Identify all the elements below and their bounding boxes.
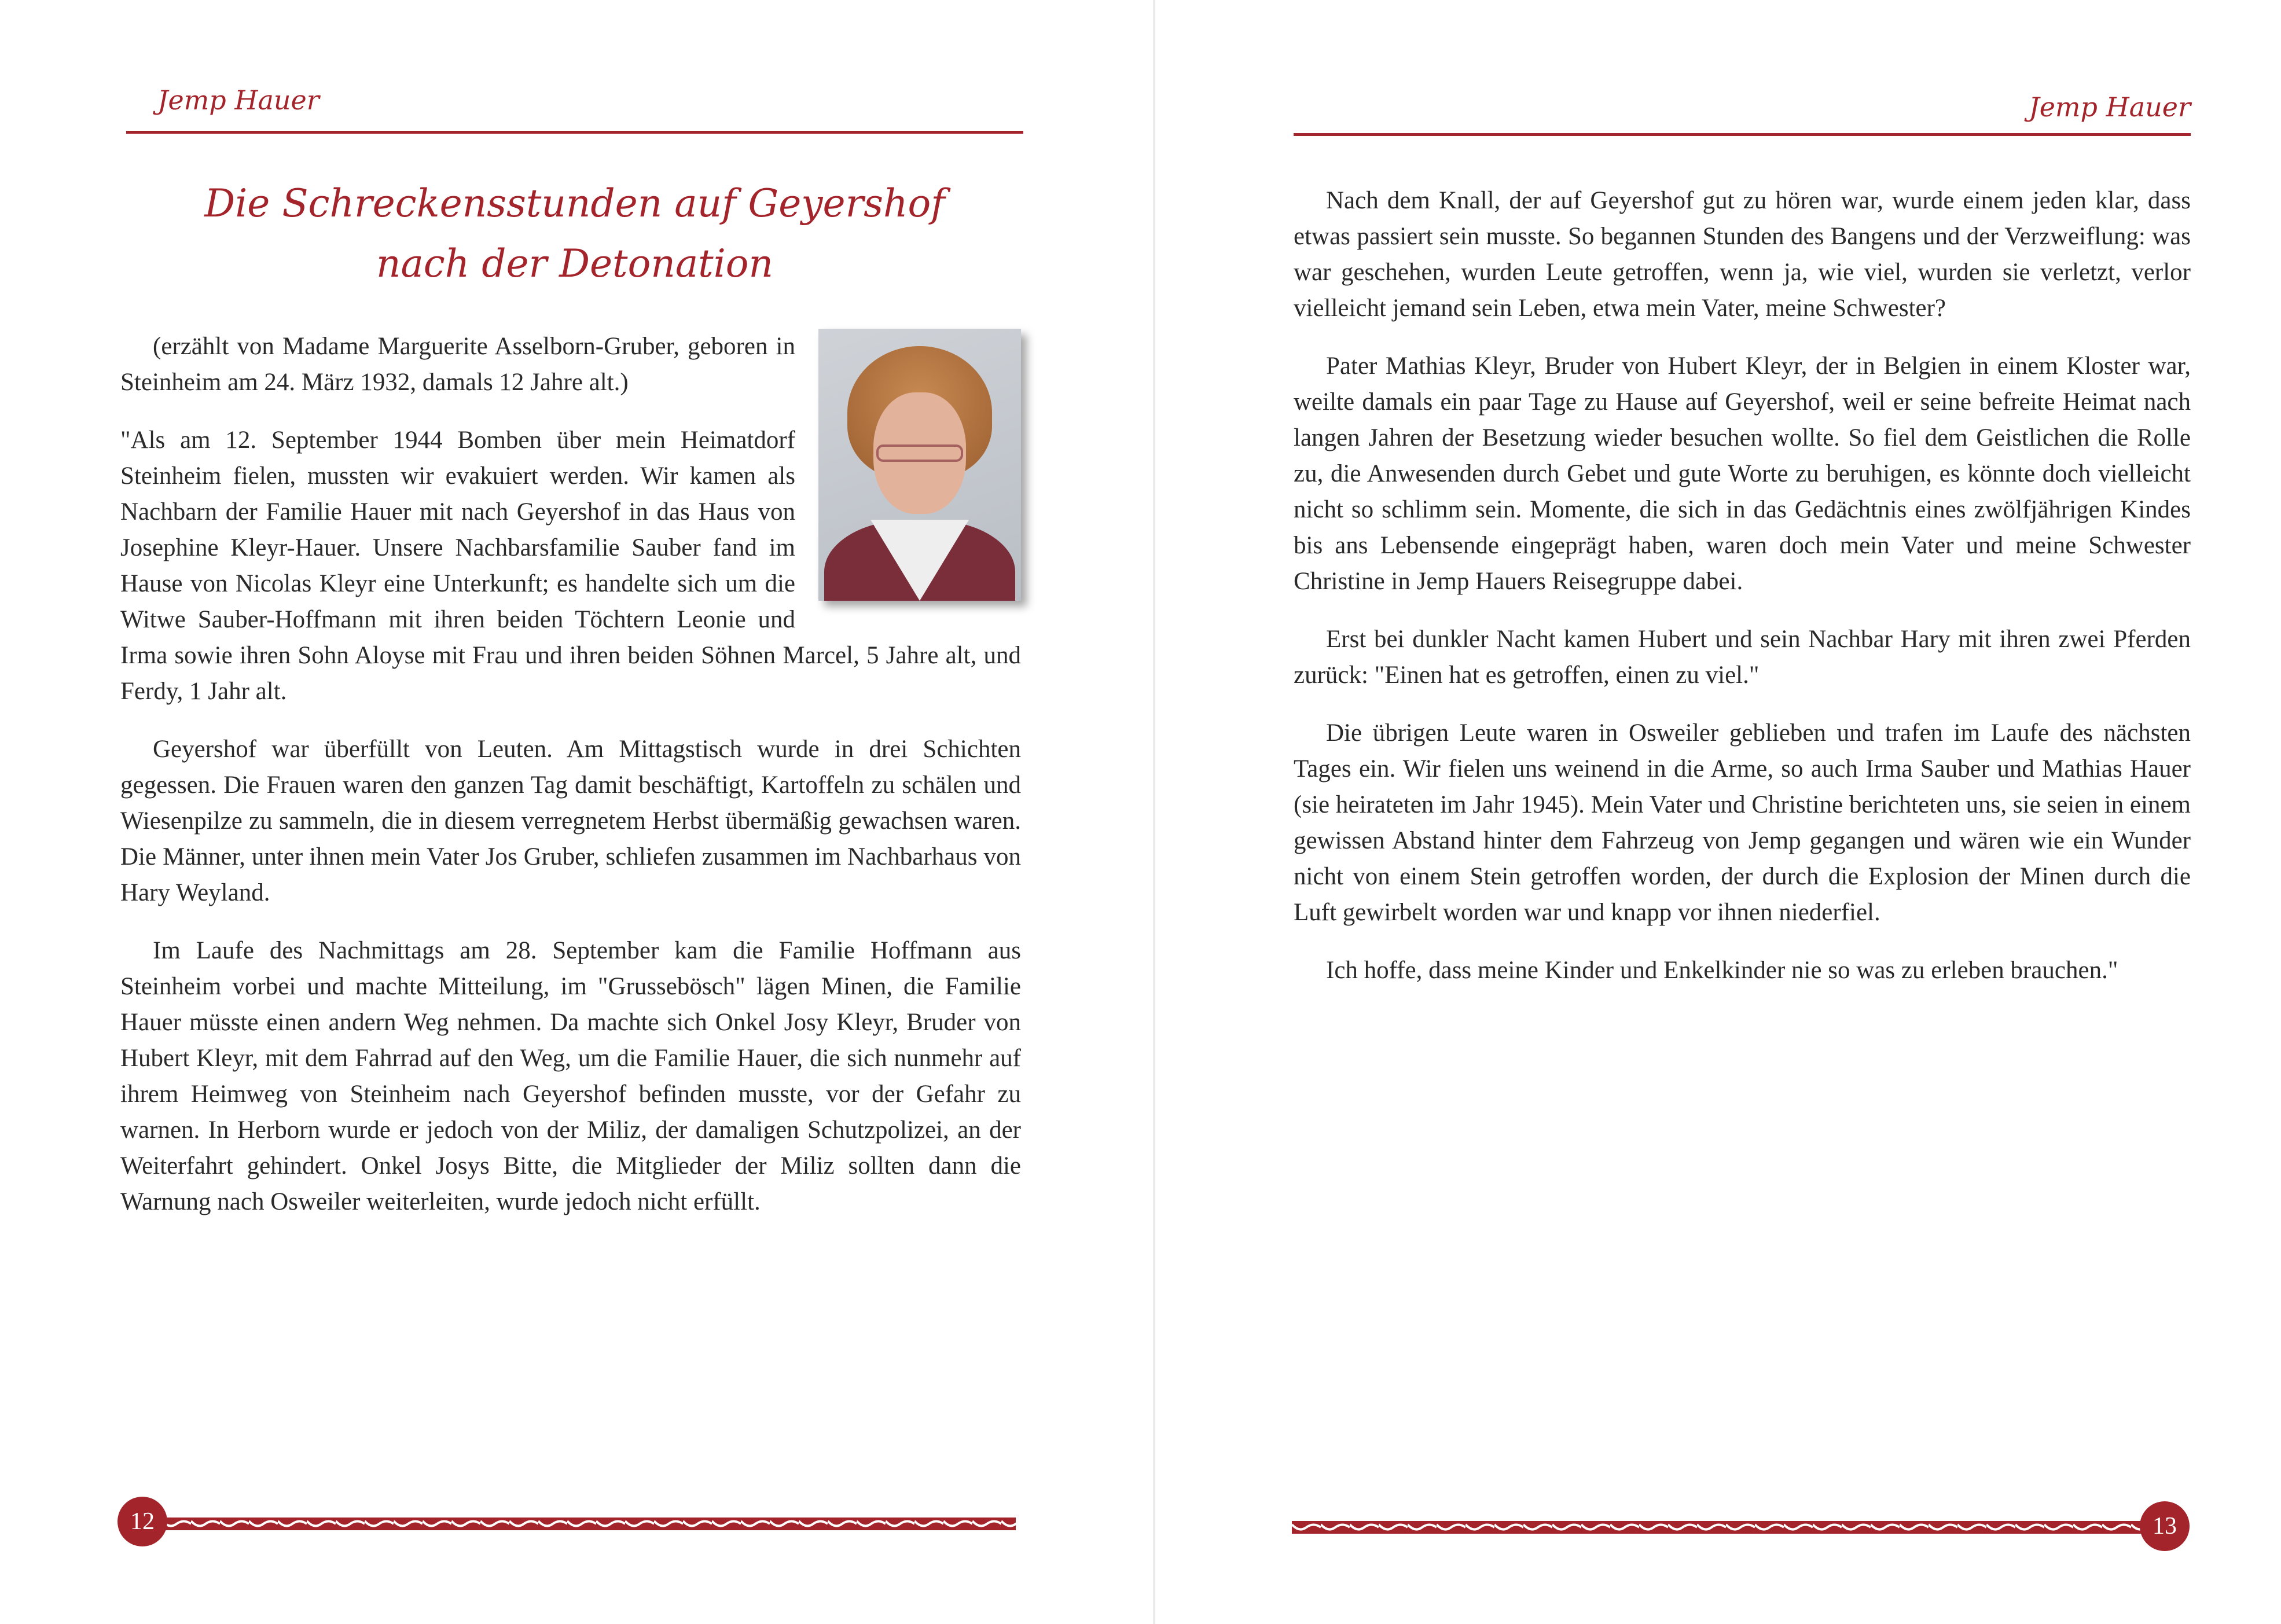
paragraph: Die übrigen Leute waren in Osweiler geblieben und trafen im Laufe des nächsten Tages ein. Wir fielen uns weinend in die Arme, so auch Irma Sauber und Mathias Hauer (sie heirateten im Jahr 1945). Mein Vater und Christine berichteten uns, sie seien in einem gewissen Abstand hinter dem Fahrzeug von Jemp gegangen und wären wie ein Wunder nicht von einem Stein getroffen worden, der durch die Explosion der Minen durch die Luft gewirbelt worden war und knapp vor ihnen niederfiel. <box>1294 719 2191 926</box>
paragraph: Erst bei dunkler Nacht kamen Hubert und sein Nachbar Hary mit ihren zwei Pferden zurück: "Einen hat es getroffen, einen zu viel." <box>1294 626 2191 689</box>
running-head: Jemp Hauer <box>2029 91 2191 123</box>
paragraph: Pater Mathias Kleyr, Bruder von Hubert Kleyr, der in Belgien in einem Kloster war, weilte damals ein paar Tage zu Hause auf Geyershof, weil er seine befreite Heimat nach langen Jahren der Besetzung wieder besuchen wollte. So fiel dem Geistlichen die Rolle zu, die Anwesenden durch Gebet und gute Worte zu beruhigen, es könnte doch vielleicht nicht so schlimm sein. Momente, die sich in das Gedächtnis eines zwölfjährigen Kindes bis ans Lebensende eingeprägt haben, waren doch mein Vater und meine Schwester Christine in Jemp Hauers Reisegruppe dabei. <box>1294 352 2191 595</box>
right-body <box>1294 183 2191 1011</box>
portrait-photo <box>818 329 1021 601</box>
page-number: 13 <box>2140 1501 2190 1551</box>
header-rule <box>126 131 1023 134</box>
running-head: Jemp Hauer <box>157 84 319 116</box>
paragraph: Geyershof war überfüllt von Leuten. Am Mittagstisch wurde in drei Schichten gegessen. Die Frauen waren den ganzen Tag damit beschäftigt, Kartoffeln zu schälen und Wiesenpilze zu sammeln, die in diesem verregnetem Herbst übermäßig gewachsen waren. Die Männer, unter ihnen mein Vater Jos Gruber, schliefen zusammen im Nachbarhaus von Hary Weyland. <box>120 736 1021 906</box>
left-body <box>120 329 1021 1242</box>
paragraph: Nach dem Knall, der auf Geyershof gut zu hören war, wurde einem jeden klar, dass etwas passiert sein musste. So begannen Stunden des Bangens und der Verzweiflung: was war geschehen, wurden Leute getroffen, wenn ja, wie viel, wurden sie verletzt, verlor vielleicht jemand sein Leben, etwa mein Vater, meine Schwester? <box>1294 187 2191 322</box>
article-title <box>126 174 1023 294</box>
paragraph: Ich hoffe, dass meine Kinder und Enkelkinder nie so was zu erleben brauchen." <box>1326 957 2118 984</box>
decorative-wave-border <box>1292 1521 2143 1534</box>
paragraph: "Als am 12. September 1944 Bomben über mein Heimatdorf Steinheim fielen, mussten wir evakuiert werden. Wir kamen als Nachbarn der Familie Hauer mit nach Geyershof in das Haus von Josephine Kleyr-Hauer. Unsere Nachbarsfamilie Sauber fand im Hause von Nicolas Kleyr eine Unterkunft; es handelte sich um die Witwe Sauber-Hoffmann mit ihren beiden Töchtern Leonie und Irma sowie ihren Sohn Aloyse mit Frau und ihren beiden Söhnen Marcel, 5 Jahre alt, und Ferdy, 1 Jahr alt. <box>120 427 1021 705</box>
title-line-1: Die Schreckensstunden auf Geyershof <box>204 181 945 226</box>
header-rule <box>1294 133 2191 136</box>
book-gutter <box>1153 0 1155 1624</box>
title-line-2: nach der Detonation <box>376 241 774 286</box>
paragraph: (erzählt von Madame Marguerite Asselborn-Gruber, geboren in Steinheim am 24. März 1932, damals 12 Jahre alt.) <box>120 333 795 396</box>
page-number: 12 <box>117 1497 167 1546</box>
paragraph: Im Laufe des Nachmittags am 28. September kam die Familie Hoffmann aus Steinheim vorbei und machte Mitteilung, im "Grussebösch" lägen Minen, die Familie Hauer müsste einen andern Weg nehmen. Da machte sich Onkel Josy Kleyr, Bruder von Hubert Kleyr, mit dem Fahrrad auf den Weg, um die Familie Hauer, die sich nunmehr auf ihrem Heimweg von Steinheim nach Geyershof befinden musste, vor der Gefahr zu warnen. In Herborn wurde er jedoch von der Miliz, der damaligen Schutzpolizei, an der Weiterfahrt gehindert. Onkel Josys Bitte, die Mitglieder der Miliz sollten dann die Warnung nach Osweiler weiterleiten, wurde jedoch nicht erfüllt. <box>120 937 1021 1215</box>
decorative-wave-border <box>162 1518 1016 1530</box>
